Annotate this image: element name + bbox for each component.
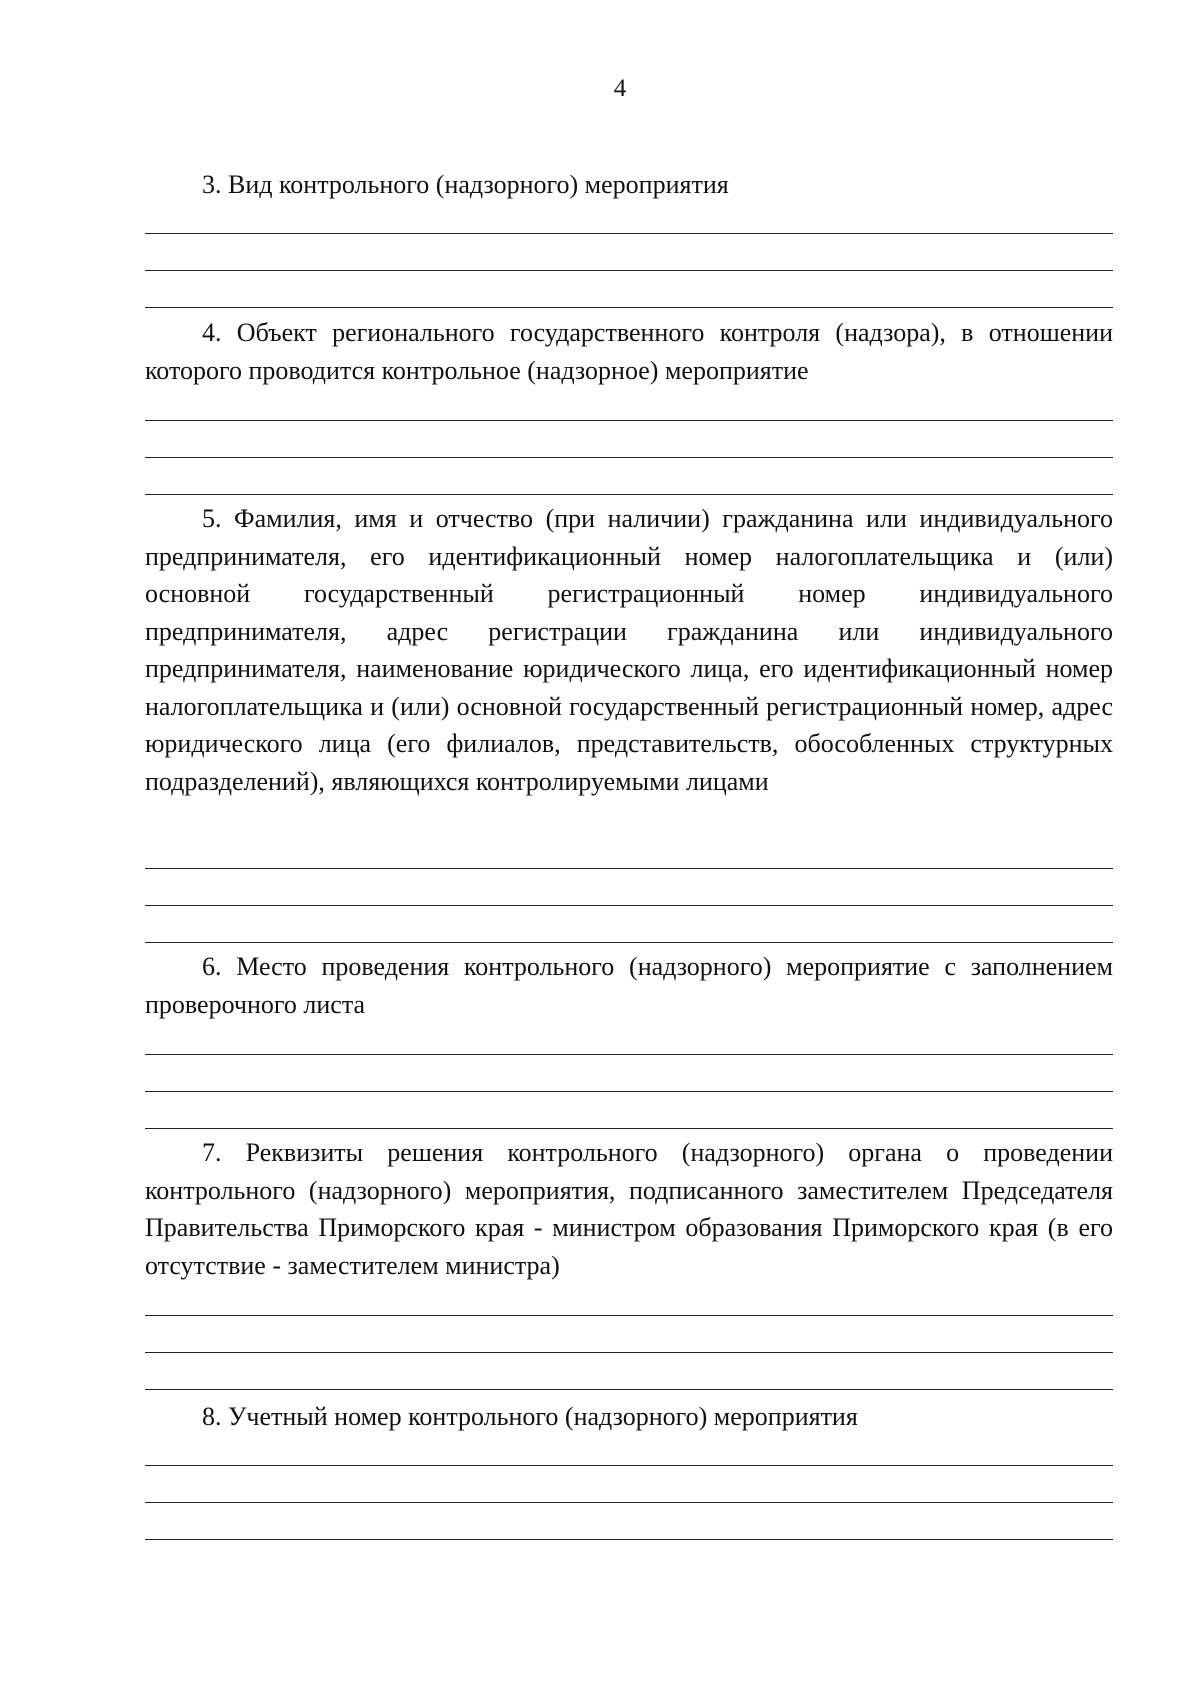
section-3-text: 3. Вид контрольного (надзорного) мероприятия [202,170,729,199]
fill-line-8-2 [145,1502,1113,1503]
page-number: 4 [613,75,627,102]
fill-line-7-1 [145,1315,1113,1316]
fill-line-4-3 [145,494,1113,495]
section-8 [145,1398,1113,1436]
fill-line-6-1 [145,1054,1113,1055]
section-5 [145,500,1113,800]
fill-line-6-3 [145,1128,1113,1129]
fill-line-3-2 [145,270,1113,271]
fill-line-3-3 [145,307,1113,308]
fill-line-8-1 [145,1465,1113,1466]
fill-line-7-3 [145,1389,1113,1390]
fill-line-8-3 [145,1539,1113,1540]
fill-line-5-1 [145,868,1113,869]
fill-line-3-1 [145,233,1113,234]
fill-line-7-2 [145,1352,1113,1353]
fill-line-6-2 [145,1091,1113,1092]
fill-line-5-2 [145,905,1113,906]
fill-line-4-1 [145,420,1113,421]
section-4-text: 4. Объект регионального государственного контроля (надзора), в отношении которого проводится контрольное (надзорное) мероприятие [145,318,1113,385]
section-4 [145,314,1113,389]
section-3 [145,166,1113,204]
section-7 [145,1134,1113,1284]
fill-line-5-3 [145,942,1113,943]
section-5-text: 5. Фамилия, имя и отчество (при наличии) гражданина или индивидуального предпринимателя, его идентификационный номер налогоплательщика и (или) основной государственный регистрационный номер индивидуального предпринимателя, адрес регистрации гражданина или индивидуального предпринимателя, наименование юридического лица, его идентификационный номер налогоплательщика и (или) основной государственный регистрационный номер, адрес юридического лица (его филиалов, представительств, обособленных структурных подразделений), являющихся контролируемыми лицами [145,504,1113,796]
fill-line-4-2 [145,457,1113,458]
section-8-text: 8. Учетный номер контрольного (надзорного) мероприятия [202,1402,858,1431]
section-6-text: 6. Место проведения контрольного (надзорного) мероприятие с заполнением проверочного листа [145,952,1113,1019]
section-6 [145,948,1113,1023]
section-7-text: 7. Реквизиты решения контрольного (надзорного) органа о проведении контрольного (надзорного) мероприятия, подписанного заместителем Председателя Правительства Приморского края - министром образования Приморского края (в его отсутствие - заместителем министра) [145,1138,1113,1280]
